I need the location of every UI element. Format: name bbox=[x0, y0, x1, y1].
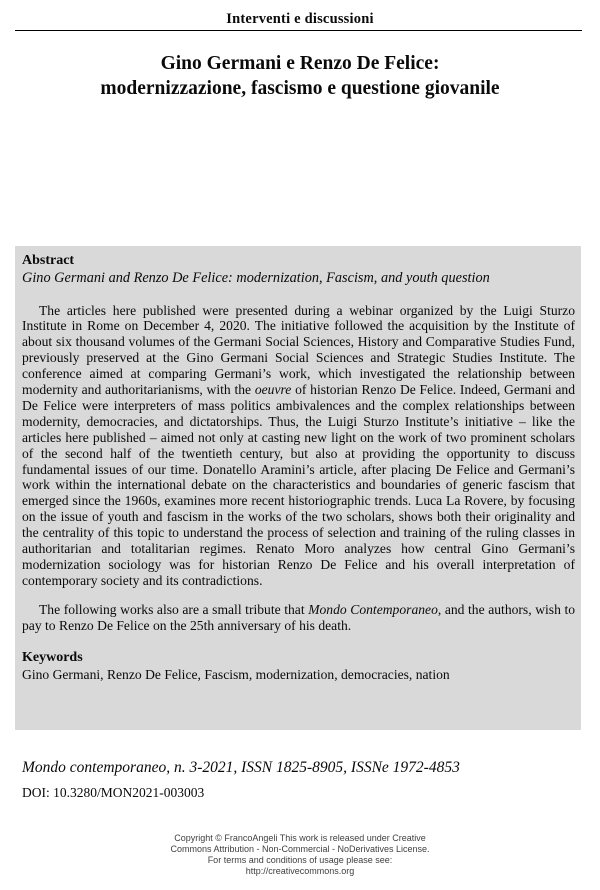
doi-line: DOI: 10.3280/MON2021-003003 bbox=[22, 785, 205, 800]
copyright-line-3: For terms and conditions of usage please see: bbox=[207, 855, 393, 865]
article-title-line2: modernizzazione, fascismo e questione giovanile bbox=[100, 78, 500, 99]
abstract-p2-journal-name: Mondo Contemporaneo bbox=[308, 602, 438, 618]
abstract-p1-italic-term: oeuvre bbox=[254, 382, 292, 398]
article-title bbox=[0, 51, 600, 101]
copyright-line-4: http://creativecommons.org bbox=[245, 866, 355, 876]
abstract-paragraph-1 bbox=[22, 303, 575, 589]
header-rule bbox=[15, 30, 582, 31]
copyright-line-2: Commons Attribution - Non-Commercial - NoDerivatives License. bbox=[170, 844, 430, 854]
section-header: Interventi e discussioni bbox=[226, 11, 374, 27]
keywords-list: Gino Germani, Renzo De Felice, Fascism, modernization, democracies, nation bbox=[22, 666, 450, 682]
abstract-translated-title: Gino Germani and Renzo De Felice: modernization, Fascism, and youth question bbox=[22, 269, 490, 286]
keywords-heading: Keywords bbox=[22, 650, 83, 666]
abstract-paragraph-2 bbox=[22, 602, 575, 634]
copyright-line-1: Copyright © FrancoAngeli This work is released under Creative bbox=[174, 833, 426, 843]
abstract-p1-text: The articles here published were presented during a webinar organized by the Luigi Sturzo Institute in Rome on December 4, 2020. The initiative followed the acquisition by the Institute of about six thousand volumes of the Germani Social Sciences, History and Comparative Studies Fund, previously preserved at the Gino Germani Social Sciences and Strategic Studies Institute. The conference aimed at comparing Germani’s work, which investigated the relationship between modernity and authoritarianisms, with the bbox=[22, 302, 575, 398]
keywords-block bbox=[22, 650, 575, 683]
abstract-box bbox=[15, 246, 581, 730]
article-title-line1: Gino Germani e Renzo De Felice: bbox=[160, 53, 440, 74]
copyright-notice bbox=[0, 833, 600, 877]
abstract-heading: Abstract bbox=[22, 253, 75, 268]
journal-imprint-line: Mondo contemporaneo, n. 3-2021, ISSN 1825-8905, ISSNe 1972-4853 bbox=[22, 759, 460, 776]
abstract-p2-text-continued: , and the authors, wish to pay to Renzo De Felice on the 25th anniversary of his death. bbox=[22, 602, 576, 634]
abstract-p1-text-continued: of historian Renzo De Felice. Indeed, Germani and De Felice were interpreters of mass politics ambivalences and the complex relationships between modernity, democracies, and dictatorships. Thus, the Luigi Sturzo Institute’s initiative – like the articles here published – aimed not only at casting new light on the work of two prominent scholars of the second half of the twentieth century, but also at providing the opportunity to discuss fundamental issues of our time. Donatello Aramini’s article, after placing De Felice and Germani’s work within the international debate on the characteristics and boundaries of generic fascism that emerged since the 1960s, examines more recent historiographic trends. Luca La Rovere, by focusing on the issue of youth and fascism in the works of the two scholars, shows both their originality and the centrality of this topic to understand the process of selection and training of the ruling classes in authoritarian and totalitarian regimes. Renato Moro analyzes how central Gino Germani’s modernization sociology was for historian Renzo De Felice and his overall interpretation of contemporary society and its contradictions. bbox=[22, 382, 575, 588]
abstract-p2-text: The following works also are a small tribute that bbox=[39, 602, 309, 618]
